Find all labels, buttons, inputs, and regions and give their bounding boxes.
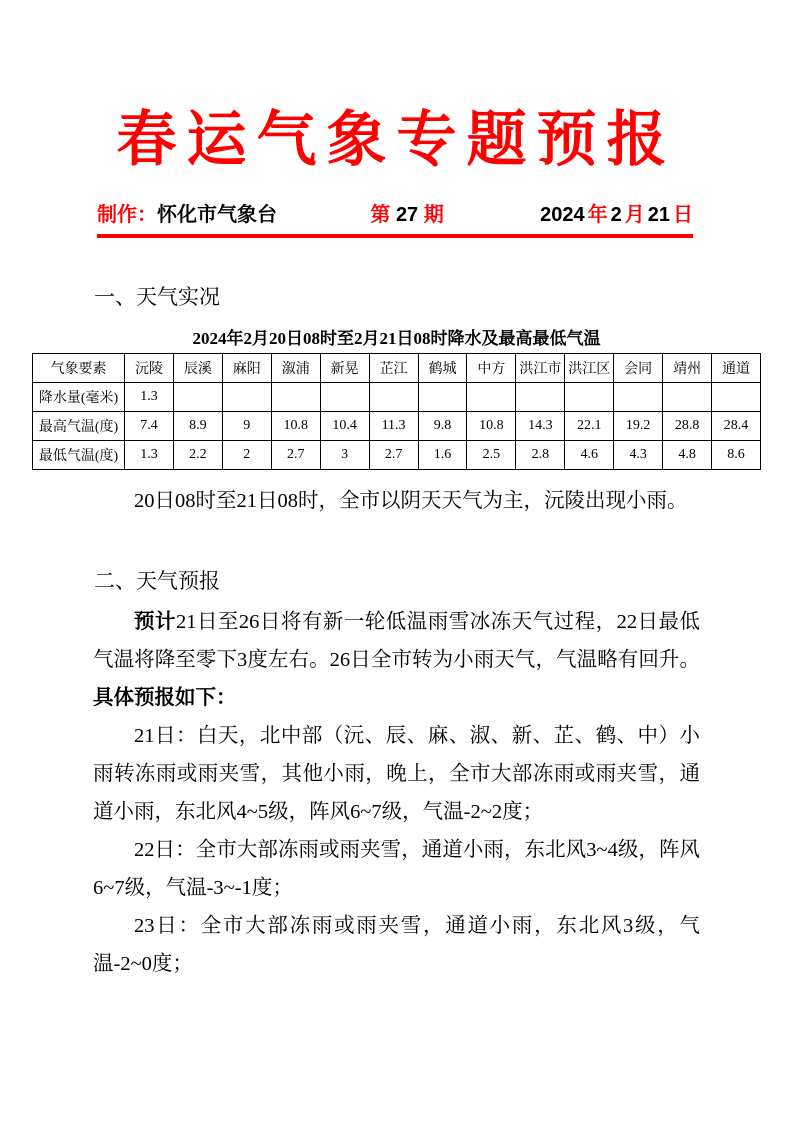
issue-number: 27: [395, 204, 419, 226]
table-row-min-temp: [33, 441, 761, 470]
section1-heading: 一、天气实况: [94, 286, 220, 309]
table-cell: 1.3: [125, 383, 174, 412]
table-cell: [320, 383, 369, 412]
table-cell: [467, 383, 516, 412]
producer-name: 怀化市气象台: [157, 204, 277, 226]
table-cell: [712, 383, 761, 412]
table-cell: 8.6: [712, 441, 761, 470]
table-cell: [271, 383, 320, 412]
issue-number-group: [370, 202, 443, 228]
table-cell: [418, 383, 467, 412]
weather-summary-paragraph: 20日08时至21日08时，全市以阴天天气为主，沅陵出现小雨。: [134, 490, 688, 512]
document-title: 春运气象专题预报: [116, 105, 677, 175]
table-cell: 28.8: [663, 412, 712, 441]
issue-suffix: 期: [423, 204, 444, 226]
forecast-intro-lead: 预计: [134, 611, 176, 633]
date-year-unit: 年: [587, 204, 608, 226]
table-row-label: 最高气温(度): [33, 412, 125, 441]
table-cell: [663, 383, 712, 412]
table-cell: 10.8: [271, 412, 320, 441]
table-cell: 2.7: [369, 441, 418, 470]
table-cell: 28.4: [712, 412, 761, 441]
table-header-cell: 会同: [614, 354, 663, 383]
table-cell: 8.9: [173, 412, 222, 441]
producer-label: 制作：: [97, 204, 157, 226]
table-header-cell: 沅陵: [125, 354, 174, 383]
forecast-intro-paragraph: [93, 603, 700, 717]
masthead-divider: [97, 234, 693, 238]
table-cell: [516, 383, 565, 412]
forecast-day21-paragraph: 21日：白天，北中部（沅、辰、麻、淑、新、芷、鹤、中）小雨转冻雨或雨夹雪，其他小雨，晚上，全市大部冻雨或雨夹雪，通道小雨，东北风4~5级，阵风6~7级，气温-2~2度；: [93, 725, 700, 823]
masthead-row: [97, 202, 693, 228]
table-cell: 9.8: [418, 412, 467, 441]
table-header-cell: 芷江: [369, 354, 418, 383]
table-cell: 7.4: [125, 412, 174, 441]
table-header-cell: 中方: [467, 354, 516, 383]
table-header-cell: 溆浦: [271, 354, 320, 383]
table-cell: [173, 383, 222, 412]
weather-observation-table: [32, 353, 761, 470]
table-header-cell: 气象要素: [33, 354, 125, 383]
date-month-unit: 月: [624, 204, 645, 226]
date-day-unit: 日: [673, 204, 693, 226]
table-header-cell: 新晃: [320, 354, 369, 383]
section2-heading: 二、天气预报: [94, 570, 220, 593]
table-cell: [369, 383, 418, 412]
forecast-day22-paragraph: 22日：全市大部冻雨或雨夹雪，通道小雨，东北风3~4级，阵风6~7级，气温-3~-1度；: [93, 839, 700, 899]
table-row-label: 降水量(毫米): [33, 383, 125, 412]
issue-date: [537, 202, 693, 228]
table-cell: 3: [320, 441, 369, 470]
issue-prefix: 第: [370, 204, 391, 226]
table-header-cell: 靖州: [663, 354, 712, 383]
table-cell: 19.2: [614, 412, 663, 441]
table-cell: 2: [222, 441, 271, 470]
forecast-intro-body: 21日至26日将有新一轮低温雨雪冰冻天气过程，22日最低气温将降至零下3度左右。26日全市转为小雨天气，气温略有回升。: [93, 611, 701, 671]
table-cell: 4.8: [663, 441, 712, 470]
table-cell: 2.2: [173, 441, 222, 470]
table-cell: 1.3: [125, 441, 174, 470]
table-cell: 22.1: [565, 412, 614, 441]
table-cell: 10.8: [467, 412, 516, 441]
table-cell: [614, 383, 663, 412]
table-header-cell: 鹤城: [418, 354, 467, 383]
table-header-row: [33, 354, 761, 383]
table-header-cell: 洪江区: [565, 354, 614, 383]
table-cell: 14.3: [516, 412, 565, 441]
table-header-cell: 辰溪: [173, 354, 222, 383]
date-month: 2: [610, 204, 622, 226]
table-cell: 10.4: [320, 412, 369, 441]
forecast-day23-paragraph: 23日：全市大部冻雨或雨夹雪，通道小雨，东北风3级，气温-2~0度；: [93, 915, 700, 975]
table-row-label: 最低气温(度): [33, 441, 125, 470]
table-cell: 2.8: [516, 441, 565, 470]
table-row-max-temp: [33, 412, 761, 441]
table-cell: 2.7: [271, 441, 320, 470]
table-cell: 9: [222, 412, 271, 441]
table-cell: 11.3: [369, 412, 418, 441]
table-row-precipitation: [33, 383, 761, 412]
table-cell: [565, 383, 614, 412]
table-cell: 1.6: [418, 441, 467, 470]
producer: [97, 202, 277, 228]
table-header-cell: 洪江市: [516, 354, 565, 383]
table-header-cell: 通道: [712, 354, 761, 383]
forecast-intro-tail: 具体预报如下：: [93, 687, 237, 709]
date-day: 21: [647, 204, 670, 226]
table-cell: 4.3: [614, 441, 663, 470]
date-year: 2024: [540, 204, 585, 226]
table-title: 2024年2月20日08时至2月21日08时降水及最高最低气温: [192, 329, 601, 348]
table-cell: [222, 383, 271, 412]
table-cell: 4.6: [565, 441, 614, 470]
table-cell: 2.5: [467, 441, 516, 470]
table-header-cell: 麻阳: [222, 354, 271, 383]
